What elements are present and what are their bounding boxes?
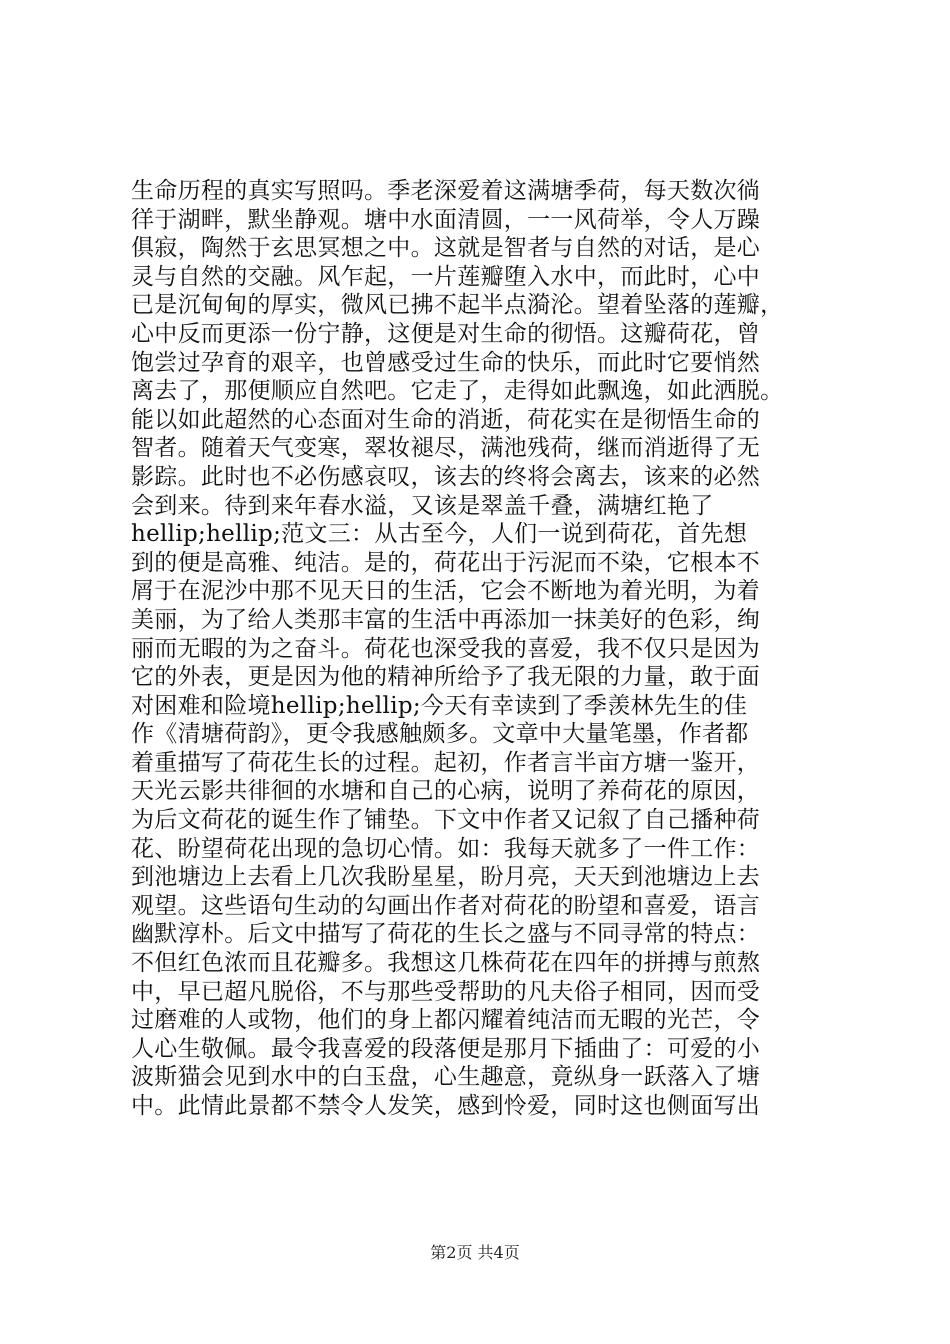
text-line: 饱尝过孕育的艰辛，也曾感受过生命的快乐，而此时它要悄然 (131, 349, 761, 376)
text-line: 丽而无暇的为之奋斗。荷花也深受我的喜爱，我不仅只是因为 (131, 635, 761, 662)
text-line: 能以如此超然的心态面对生命的消逝，荷花实在是彻悟生命的 (131, 406, 761, 433)
body-text (131, 177, 831, 1121)
text-line: 到池塘边上去看上几次我盼星星，盼月亮，天天到池塘边上去 (131, 864, 761, 891)
text-line: 过磨难的人或物，他们的身上都闪耀着纯洁而无暇的光芒，令 (131, 1007, 761, 1034)
text-line: 中。此情此景都不禁令人发笑，感到怜爱，同时这也侧面写出 (131, 1093, 761, 1119)
text-line: 美丽，为了给人类那丰富的生活中再添加一抹美好的色彩，绚 (131, 606, 761, 633)
text-line: 灵与自然的交融。风乍起，一片莲瓣堕入水中，而此时，心中 (131, 263, 761, 290)
text-line: 它的外表，更是因为他的精神所给予了我无限的力量，敢于面 (131, 664, 761, 691)
text-line: 为后文荷花的诞生作了铺垫。下文中作者又记叙了自己播种荷 (131, 807, 761, 834)
text-line: 生命历程的真实写照吗。季老深爱着这满塘季荷，每天数次徜 (131, 178, 761, 204)
text-line: 作《清塘荷韵》，更令我感触颇多。文章中大量笔墨，作者都 (131, 721, 749, 748)
text-line: 心中反而更添一份宁静，这便是对生命的彻悟。这瓣荷花，曾 (131, 320, 761, 347)
page-footer: 第2页 共4页 (430, 1243, 520, 1262)
text-line: 中，早已超凡脱俗，不与那些受帮助的凡夫俗子相同，因而受 (131, 978, 761, 1005)
text-line: 不但红色浓而且花瓣多。我想这几株荷花在四年的拼搏与煎熬 (131, 950, 761, 977)
text-line: 着重描写了荷花生长的过程。起初，作者言半亩方塘一鉴开， (131, 749, 761, 776)
text-line: 屑于在泥沙中那不见天日的生活，它会不断地为着光明，为着 (131, 578, 761, 605)
text-line: 幽默淳朴。后文中描写了荷花的生长之盛与不同寻常的特点： (131, 921, 761, 948)
text-line: 对困难和险境hellip;hellip;今天有幸读到了季羡林先生的佳 (131, 692, 748, 719)
text-line: 影踪。此时也不必伤感哀叹，该去的终将会离去，该来的必然 (131, 463, 761, 490)
text-line: 徉于湖畔，默坐静观。塘中水面清圆，一一风荷举，令人万躁 (131, 206, 761, 233)
text-line: 俱寂，陶然于玄思冥想之中。这就是智者与自然的对话，是心 (131, 235, 761, 262)
text-line: 天光云影共徘徊的水塘和自己的心病，说明了养荷花的原因， (131, 778, 761, 805)
text-line: 离去了，那便顺应自然吧。它走了，走得如此飘逸，如此洒脱。 (131, 378, 784, 405)
text-line: 智者。随着天气变寒，翠妆褪尽，满池残荷，继而消逝得了无 (131, 435, 761, 462)
text-line: 会到来。待到来年春水溢，又该是翠盖千叠，满塘红艳了 (131, 492, 714, 519)
text-line: 已是沉甸甸的厚实，微风已拂不起半点漪沦。望着坠落的莲瓣， (131, 292, 784, 319)
text-line: 到的便是高雅、纯洁。是的，荷花出于污泥而不染，它根本不 (131, 549, 761, 576)
text-line: 花、盼望荷花出现的急切心情。如：我每天就多了一件工作： (131, 835, 761, 862)
text-line: hellip;hellip;范文三：从古至今，人们一说到荷花，首先想 (131, 521, 748, 548)
text-line: 观望。这些语句生动的勾画出作者对荷花的盼望和喜爱，语言 (131, 892, 761, 919)
text-line: 波斯猫会见到水中的白玉盘，心生趣意，竟纵身一跃落入了塘 (131, 1064, 761, 1091)
text-line: 人心生敬佩。最令我喜爱的段落便是那月下插曲了：可爱的小 (131, 1035, 761, 1062)
